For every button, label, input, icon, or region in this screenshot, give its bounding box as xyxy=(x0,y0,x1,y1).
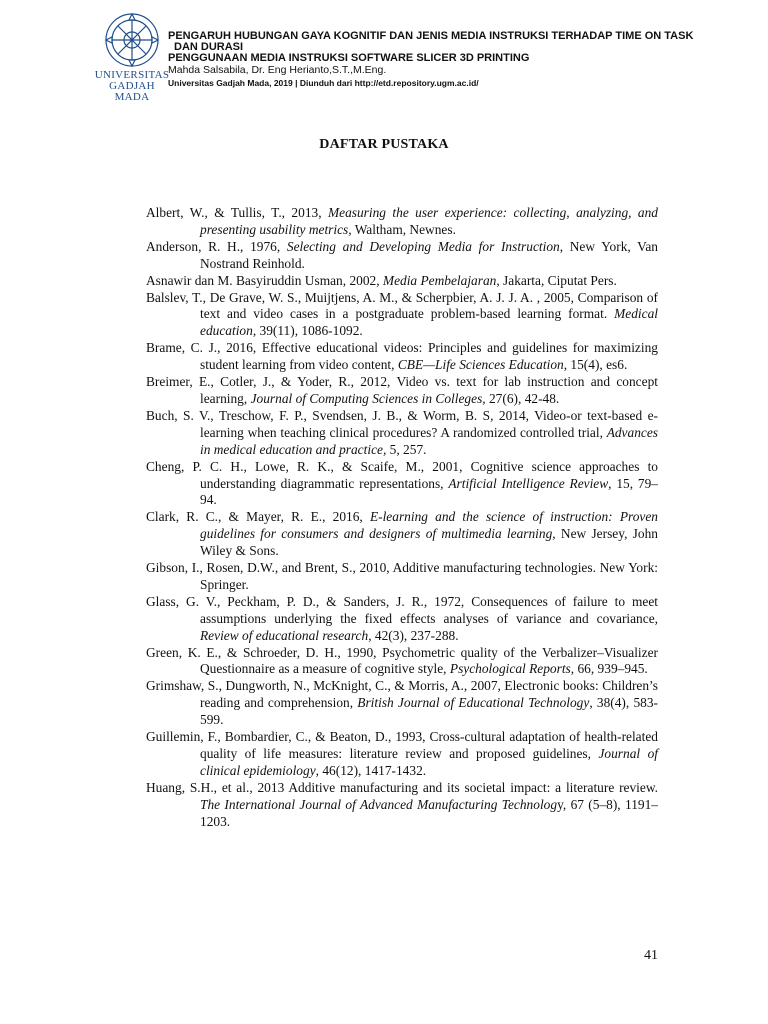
reference-source-title: Journal of clinical epidemiology xyxy=(200,746,659,778)
reference-list xyxy=(146,205,658,831)
reference-entry xyxy=(146,560,658,594)
ugm-emblem-icon xyxy=(104,12,160,68)
reference-details: Waltham, Newnes. xyxy=(351,221,456,237)
reference-entry xyxy=(146,408,658,459)
reference-text: Green, K. E., & Schroeder, D. H., 1990, Psychometric quality of the Verbalizer–Visualizer Questionnaire as a measure of cognitive style, xyxy=(146,644,658,677)
reference-source-title: Artificial Intelligence Review xyxy=(448,475,609,491)
reference-entry xyxy=(146,459,658,510)
reference-source-title: Measuring the user experience: collecting, analyzing, and presenting usability metrics, xyxy=(200,205,658,237)
reference-entry xyxy=(146,678,658,729)
thesis-title-line1: PENGARUH HUBUNGAN GAYA KOGNITIF DAN JENIS MEDIA INSTRUKSI TERHADAP TIME ON TASK xyxy=(168,30,694,42)
page-number: 41 xyxy=(644,948,658,963)
reference-text: Cheng, P. C. H., Lowe, R. K., & Scaife, M., 2001, Cognitive science approaches to understanding diagrammatic representations, xyxy=(146,458,658,491)
reference-entry xyxy=(146,729,658,780)
reference-details: , Jakarta, Ciputat Pers. xyxy=(496,272,617,288)
reference-text: Clark, R. C., & Mayer, R. E., 2016, xyxy=(146,509,370,525)
reference-entry xyxy=(146,205,658,239)
reference-entry xyxy=(146,645,658,679)
reference-entry xyxy=(146,239,658,273)
reference-source-title: Medical education xyxy=(200,306,658,339)
reference-text: Glass, G. V., Peckham, P. D., & Sanders, J. R., 1972, Consequences of failure to meet assumptions underlying the fixed effects analyses of variance and covariance, xyxy=(146,593,658,626)
reference-details: , 38(4), 583-599. xyxy=(200,695,658,728)
reference-details: , 15, 79–94. xyxy=(200,475,658,508)
reference-details: 5, 257. xyxy=(386,441,427,457)
reference-text: Asnawir dan M. Basyiruddin Usman, 2002, xyxy=(146,272,383,288)
reference-text: Balslev, T., De Grave, W. S., Muijtjens, A. M., & Scherpbier, A. J. J. A. , 2005, Comparison of text and video cases in a postgraduate problem-based learning format. xyxy=(146,289,658,322)
reference-source-title: Review of educational research xyxy=(200,627,369,643)
reference-text: Guillemin, F., Bombardier, C., & Beaton, D., 1993, Cross-cultural adaptation of health-related quality of life measures: literature review and proposed guidelines, xyxy=(146,729,658,761)
thesis-title-line3: PENGGUNAAN MEDIA INSTRUKSI SOFTWARE SLICER 3D PRINTING xyxy=(168,52,530,64)
reference-source-title: Advances in medical education and practice, xyxy=(200,424,658,457)
document-header xyxy=(0,0,768,103)
reference-source-title: Media Pembelajaran xyxy=(382,272,497,288)
reference-details: , New Jersey, John Wiley & Sons. xyxy=(200,526,658,559)
thesis-title-line2: DAN DURASI xyxy=(174,41,244,53)
reference-details: 27(6), 42-48. xyxy=(485,390,560,406)
thesis-authors: Mahda Salsabila, Dr. Eng Herianto,S.T.,M.Eng. xyxy=(168,64,387,76)
reference-details: , New York, Van Nostrand Reinhold. xyxy=(200,238,658,271)
reference-entry xyxy=(146,290,658,341)
reference-source-title: CBE—Life Sciences Education xyxy=(397,357,564,373)
logo-text-line2: GADJAH MADA xyxy=(109,80,155,103)
reference-text: Albert, W., & Tullis, T., 2013, xyxy=(146,205,328,220)
reference-source-title: E-learning and the science of instruction: Proven guidelines for consumers and designers of multimedia learning xyxy=(200,509,658,542)
reference-details: , 39(11), 1086-1092. xyxy=(252,323,363,339)
reference-source-title: Journal of Computing Sciences in Colleges, xyxy=(250,390,486,406)
reference-details: , 66, 939–945. xyxy=(570,661,648,677)
reference-source-title: Selecting and Developing Media for Instruction xyxy=(286,238,560,254)
reference-source-title: Psychological Reports xyxy=(449,661,571,677)
university-logo xyxy=(92,12,172,103)
reference-source-title: The International Journal of Advanced Manufacturing Technolog xyxy=(200,796,558,812)
reference-entry xyxy=(146,594,658,645)
repository-source: Universitas Gadjah Mada, 2019 | Diunduh dari http://etd.repository.ugm.ac.id/ xyxy=(168,78,479,88)
reference-text: Huang, S.H., et al., 2013 Additive manufacturing and its societal impact: a literature review. xyxy=(146,779,658,795)
reference-entry xyxy=(146,509,658,560)
reference-entry xyxy=(146,273,658,290)
reference-source-title: British Journal of Educational Technology xyxy=(357,695,590,711)
header-text-block xyxy=(168,31,748,90)
reference-text: Grimshaw, S., Dungworth, N., McKnight, C., & Morris, A., 2007, Electronic books: Children’s reading and comprehension, xyxy=(146,678,658,711)
reference-entry xyxy=(146,780,658,831)
reference-entry xyxy=(146,340,658,374)
logo-text-line1: UNIVERSITAS xyxy=(94,69,170,81)
reference-text: Breimer, E., Cotler, J., & Yoder, R., 2012, Video vs. text for lab instruction and concept learning, xyxy=(146,374,658,406)
reference-text: Buch, S. V., Treschow, F. P., Svendsen, J. B., & Worm, B. S, 2014, Video-or text-based e-learning when teaching clinical procedures? A randomized controlled trial, xyxy=(146,407,658,440)
reference-details: , 46(12), 1417-1432. xyxy=(315,762,427,778)
reference-entry xyxy=(146,374,658,408)
reference-text: Brame, C. J., 2016, Effective educational videos: Principles and guidelines for maximizing student learning from video content, xyxy=(146,340,658,373)
reference-details: y, 67 (5–8), 1191–1203. xyxy=(200,796,658,829)
reference-details: , 42(3), 237-288. xyxy=(368,627,459,643)
reference-text: Anderson, R. H., 1976, xyxy=(146,238,287,254)
reference-details: , 15(4), es6. xyxy=(563,357,628,373)
page-title: DAFTAR PUSTAKA xyxy=(319,137,449,152)
reference-text: Gibson, I., Rosen, D.W., and Brent, S., 2010, Additive manufacturing technologies. New York: Springer. xyxy=(146,560,658,592)
